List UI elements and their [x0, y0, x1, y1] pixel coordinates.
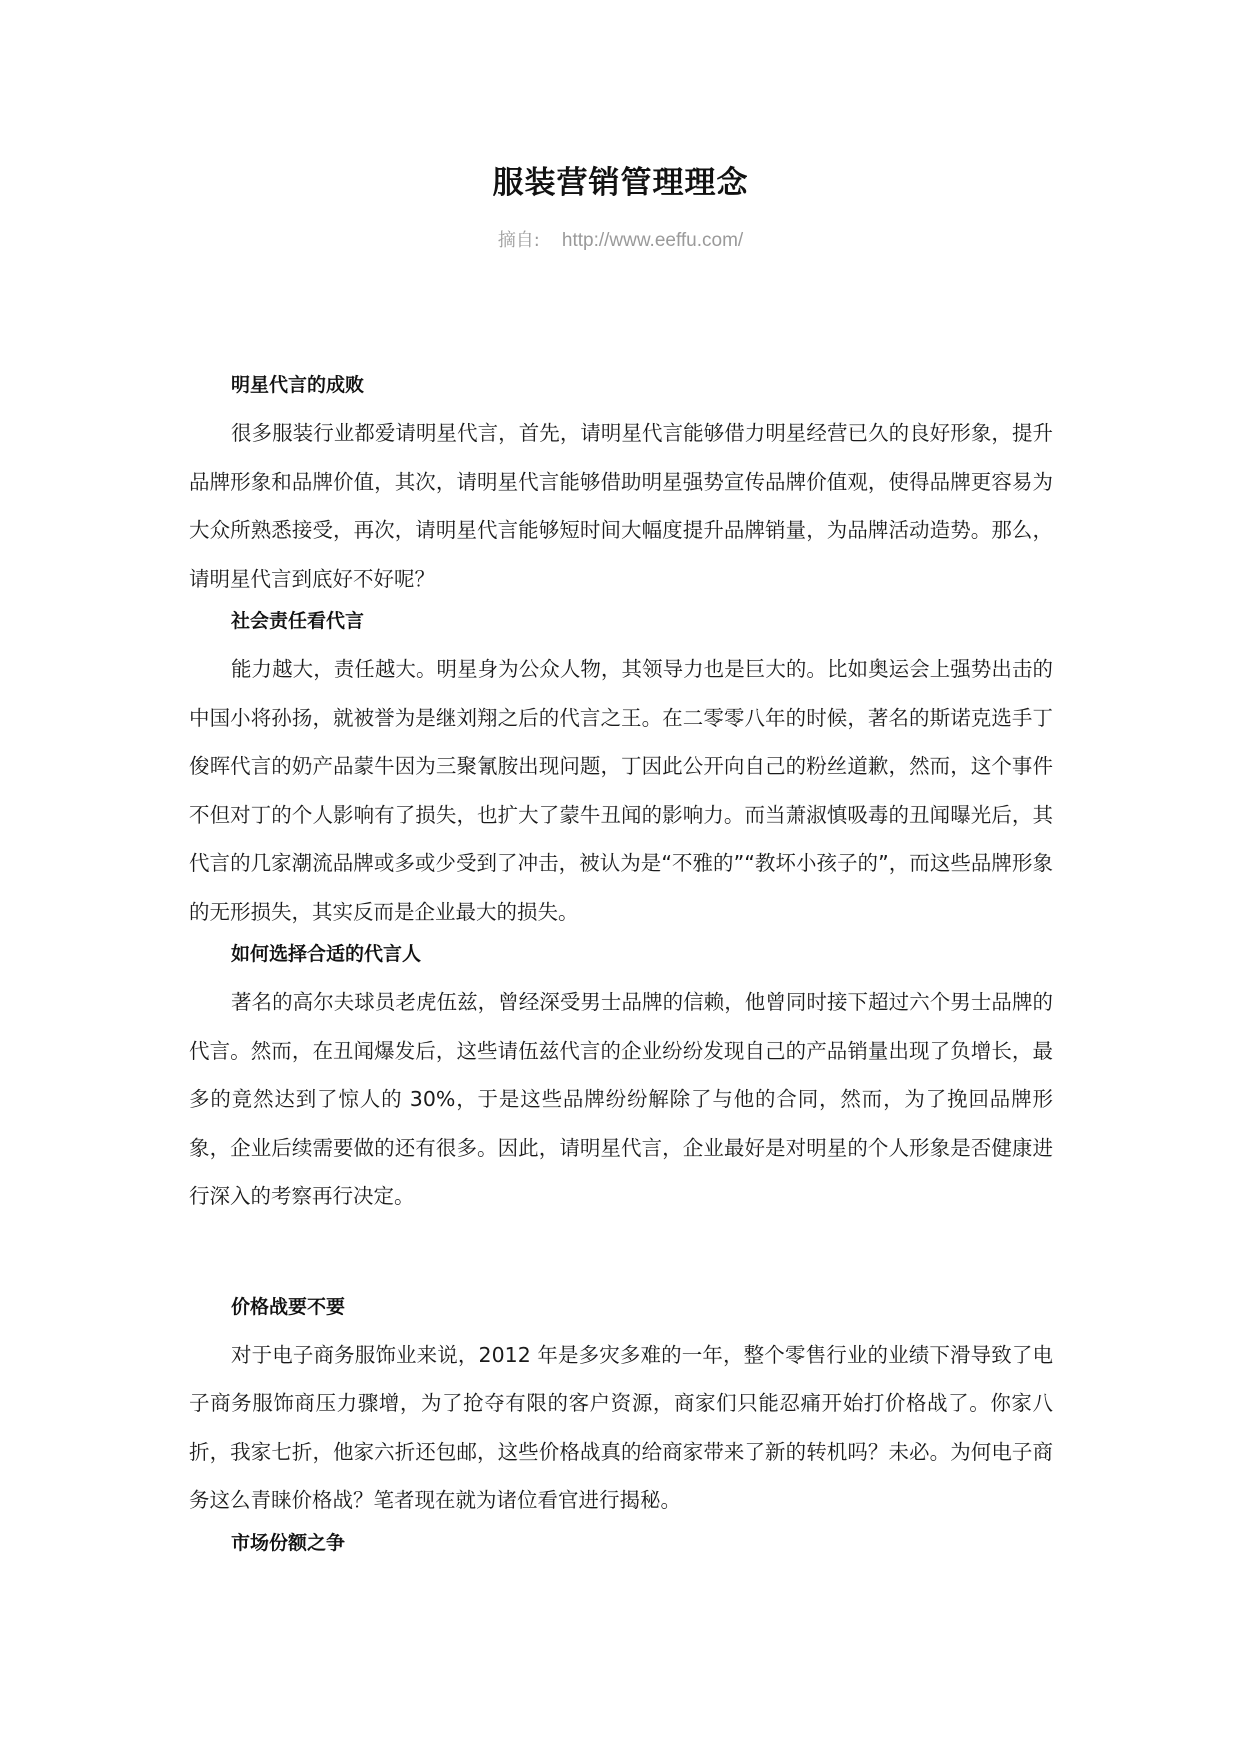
section-paragraph: 能力越大，责任越大。明星身为公众人物，其领导力也是巨大的。比如奥运会上强势出击的中国小将孙扬，就被誉为是继刘翔之后的代言之王。在二零零八年的时候，著名的斯诺克选手丁俊晖代言的奶产品蒙牛因为三聚氰胺出现问题，丁因此公开向自己的粉丝道歉，然而，这个事件不但对丁的个人影响有了损失，也扩大了蒙牛丑闻的影响力。而当萧淑慎吸毒的丑闻曝光后，其代言的几家潮流品牌或多或少受到了冲击，被认为是“不雅的”“教坏小孩子的”，而这些品牌形象的无形损失，其实反而是企业最大的损失。	[189, 657, 1053, 924]
source-label: 摘自:	[497, 230, 540, 251]
document-body	[189, 370, 1053, 1567]
section-paragraph: 著名的高尔夫球员老虎伍兹，曾经深受男士品牌的信赖，他曾同时接下超过六个男士品牌的代言。然而，在丑闻爆发后，这些请伍兹代言的企业纷纷发现自己的产品销量出现了负增长，最多的竟然达到了惊人的 30%，于是这些品牌纷纷解除了与他的合同，然而，为了挽回品牌形象，企业后续需要做的还有很多。因此，请明星代言，企业最好是对明星的个人形象是否健康进行深入的考察再行决定。	[189, 990, 1053, 1208]
section-heading: 价格战要不要	[231, 1295, 346, 1318]
section-heading: 市场份额之争	[231, 1531, 346, 1554]
source-line	[0, 228, 1241, 254]
section-heading: 明星代言的成败	[231, 374, 365, 396]
source-url: http://www.eeffu.com/	[561, 230, 744, 251]
document-title: 服装营销管理理念	[492, 165, 749, 201]
section-heading: 社会责任看代言	[231, 610, 365, 632]
section-paragraph: 很多服装行业都爱请明星代言，首先，请明星代言能够借力明星经营已久的良好形象，提升品牌形象和品牌价值，其次，请明星代言能够借助明星强势宣传品牌价值观，使得品牌更容易为大众所熟悉接受，再次，请明星代言能够短时间大幅度提升品牌销量，为品牌活动造势。那么，请明星代言到底好不好呢？	[189, 421, 1053, 591]
section-spacer	[189, 1224, 1053, 1292]
section-paragraph: 对于电子商务服饰业来说，2012 年是多灾多难的一年，整个零售行业的业绩下滑导致了电子商务服饰商压力骤增，为了抢夺有限的客户资源，商家们只能忍痛开始打价格战了。你家八折，我家七折，他家六折还包邮，这些价格战真的给商家带来了新的转机吗？未必。为何电子商务这么青睐价格战？笔者现在就为诸位看官进行揭秘。	[189, 1342, 1053, 1512]
section-heading: 如何选择合适的代言人	[231, 943, 422, 965]
